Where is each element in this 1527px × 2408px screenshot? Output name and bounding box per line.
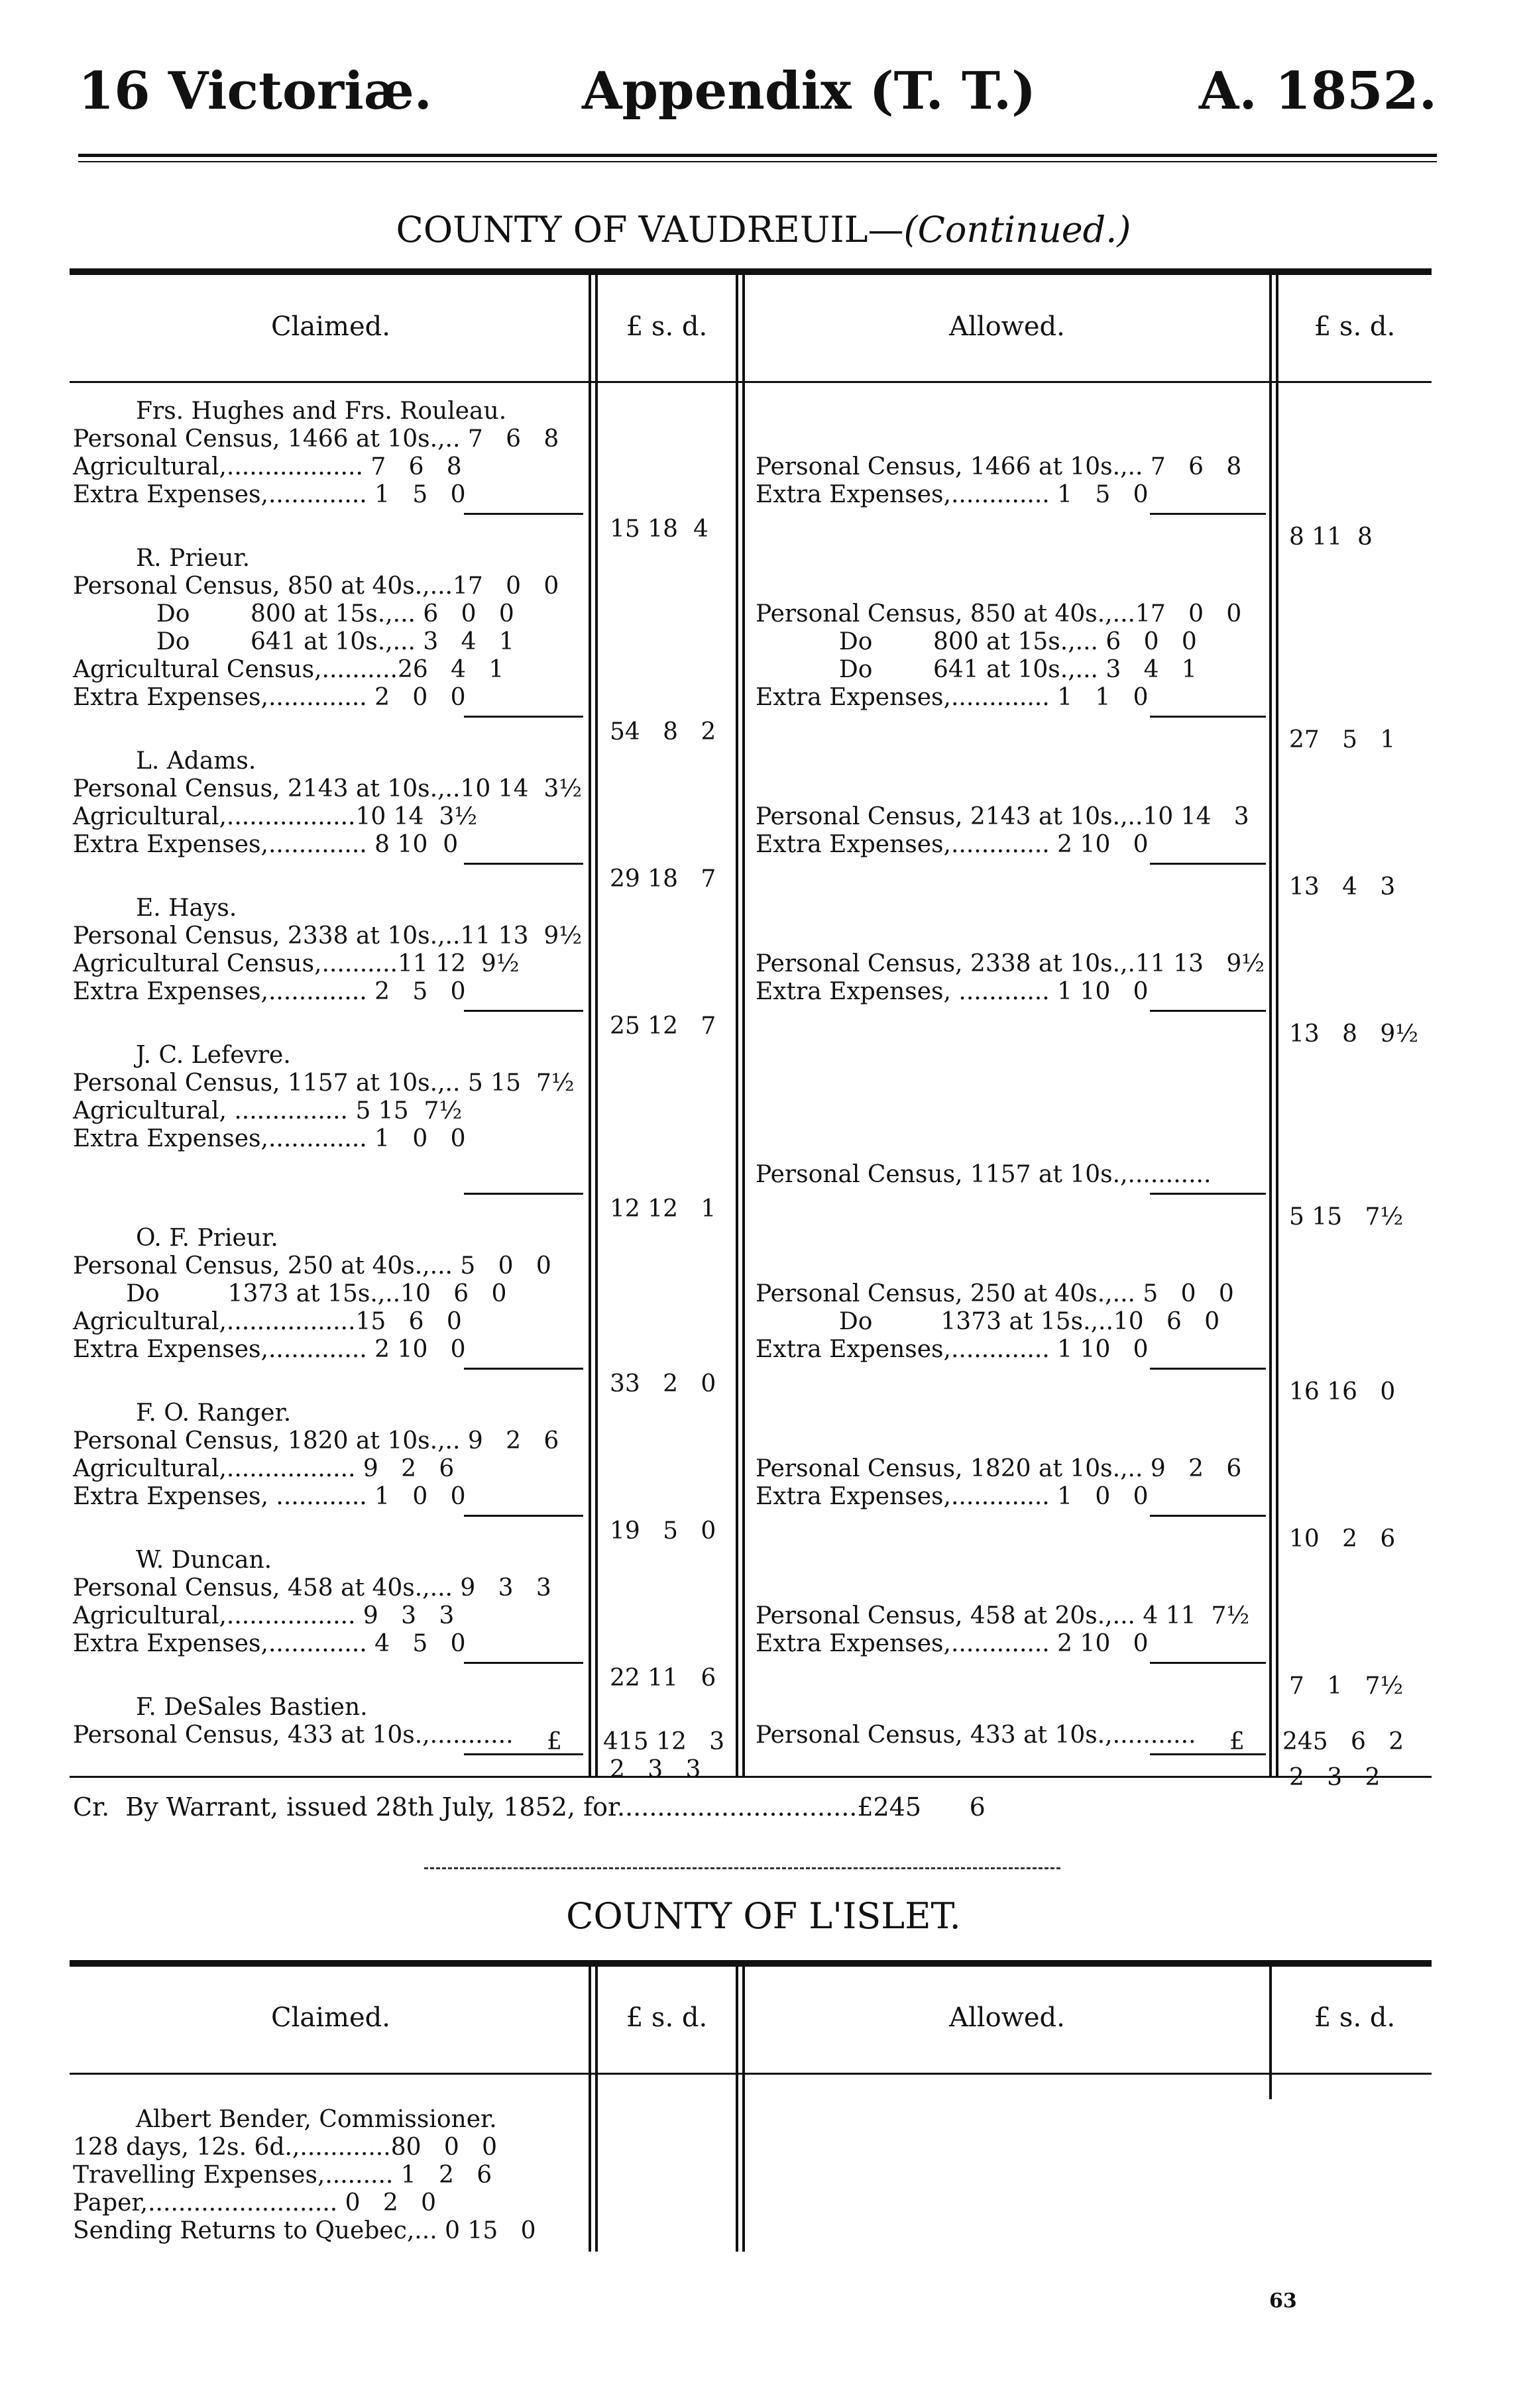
allowed-line: Do 800 at 15s.,... 6 0 0 (756, 628, 1197, 655)
table2-vline (1269, 1967, 1272, 2099)
allowed-line: Personal Census, 433 at 10s.,........... (756, 1722, 1196, 1749)
subtotal-rule (1150, 863, 1266, 865)
section1-title (0, 209, 1527, 250)
allowed-total: 10 2 6 (1289, 1525, 1396, 1553)
col-lsd: £ s. d. (1314, 2002, 1396, 2033)
claimed-line: Do 641 at 10s.,... 3 4 1 (73, 628, 514, 655)
claimed-total: 25 12 7 (610, 1012, 716, 1040)
entry-name: R. Prieur. (136, 545, 251, 572)
col-lsd: £ s. d. (1314, 311, 1396, 342)
allowed-line: Extra Expenses,............. 2 10 0 (756, 1630, 1149, 1657)
claimed-line: Agricultural,.................10 14 3½ (73, 803, 478, 830)
subtotal-rule (1150, 1515, 1266, 1517)
claimed-total: 22 11 6 (610, 1665, 716, 1692)
subtotal-rule (1150, 1193, 1266, 1195)
subtotal-rule (464, 1662, 583, 1664)
allowed-line: Personal Census, 1157 at 10s.,........... (756, 1161, 1212, 1188)
claimed-line: Do 800 at 15s.,... 6 0 0 (73, 600, 514, 628)
subtotal-rule (464, 1753, 583, 1755)
header-right: A. 1852. (1198, 61, 1437, 121)
entry-name: L. Adams. (136, 747, 256, 775)
allowed-total: 16 16 0 (1289, 1378, 1396, 1405)
table1-vline (589, 275, 591, 1776)
claimed-line: Personal Census, 2338 at 10s.,..11 13 9½ (73, 922, 583, 950)
header-center: Appendix (T. T.) (582, 61, 1037, 121)
table1-vline (742, 275, 745, 1776)
col-lsd: £ s. d. (626, 311, 708, 342)
header-left: 16 Victoriæ. (78, 61, 432, 121)
claimed-line: Extra Expenses, ............ 1 0 0 (73, 1483, 466, 1510)
claimed-total: 12 12 1 (610, 1195, 716, 1223)
allowed-line: Extra Expenses,............. 1 0 0 (756, 1483, 1149, 1510)
table1-vline (1269, 275, 1272, 1776)
claimed-total: 29 18 7 (610, 865, 716, 893)
entry-name: F. DeSales Bastien. (136, 1694, 368, 1721)
allowed-line: Personal Census, 1466 at 10s.,.. 7 6 8 (756, 453, 1242, 480)
grand-allowed-symbol: £ (1229, 1728, 1245, 1755)
claimed-line: Personal Census, 1466 at 10s.,.. 7 6 8 (73, 425, 559, 453)
subtotal-rule (464, 1368, 583, 1370)
table1-vline (1276, 275, 1278, 1776)
col-claimed: Claimed. (271, 311, 390, 342)
subtotal-rule (464, 1010, 583, 1012)
subtotal-rule (464, 513, 583, 515)
subtotal-rule (1150, 716, 1266, 718)
allowed-total: 8 11 8 (1289, 523, 1373, 551)
claimed-line: Extra Expenses,............. 8 10 0 (73, 831, 459, 858)
claimed-line: Personal Census, 850 at 40s.,...17 0 0 (73, 573, 559, 600)
subtotal-rule (1150, 1662, 1266, 1664)
claimed-line: Agricultural,.................15 6 0 (73, 1308, 462, 1335)
claimed-line: Agricultural Census,..........26 4 1 (73, 656, 504, 683)
entry-name: Albert Bender, Commissioner. (136, 2106, 497, 2133)
allowed-line: Personal Census, 2143 at 10s.,..10 14 3 (756, 803, 1249, 830)
section2-claimed-lines: 128 days, 12s. 6d.,............80 0 0 Travelling Expenses,......... 1 2 6 Paper,......................... 0 2 0 Sending Returns to Quebec,... 0 15 0 (73, 2134, 536, 2244)
entry-name: E. Hays. (136, 895, 237, 922)
grand-allowed-total: 245 6 2 (1282, 1728, 1404, 1755)
claimed-line: Extra Expenses,............. 2 10 0 (73, 1336, 466, 1363)
allowed-line: Personal Census, 850 at 40s.,...17 0 0 (756, 600, 1242, 628)
table1-top-rule (70, 268, 1432, 275)
entry-name: J. C. Lefevre. (136, 1042, 291, 1069)
claimed-line: Personal Census, 1157 at 10s.,.. 5 15 7½ (73, 1069, 575, 1097)
allowed-total: 13 4 3 (1289, 873, 1396, 901)
table1-bottom-rule (70, 1776, 1432, 1778)
table2-vline (736, 1967, 738, 2252)
claimed-line: Extra Expenses,............. 1 0 0 (73, 1125, 466, 1152)
header-rule (78, 154, 1437, 162)
allowed-line: Personal Census, 250 at 40s.,... 5 0 0 (756, 1280, 1234, 1307)
allowed-total: 7 1 7½ (1289, 1672, 1404, 1700)
table2-vline (589, 1967, 591, 2252)
allowed-total: 27 5 1 (1289, 726, 1396, 753)
claimed-total: 33 2 0 (610, 1370, 716, 1397)
subtotal-rule (1150, 1368, 1266, 1370)
allowed-line: Personal Census, 2338 at 10s.,.11 13 9½ (756, 950, 1265, 977)
claimed-total: 15 18 4 (610, 516, 708, 543)
col-allowed: Allowed. (949, 2002, 1065, 2033)
section1-title-cont: (Continued.) (903, 209, 1131, 250)
subtotal-rule (464, 863, 583, 865)
subtotal-rule (464, 716, 583, 718)
credit-line: Cr. By Warrant, issued 28th July, 1852, for..............................£245 6 (73, 1792, 986, 1822)
col-claimed: Claimed. (271, 2002, 390, 2033)
table1-vline (736, 275, 738, 1776)
allowed-line: Personal Census, 1820 at 10s.,.. 9 2 6 (756, 1455, 1242, 1482)
col-lsd: £ s. d. (626, 2002, 708, 2033)
claimed-line: Agricultural, ............... 5 15 7½ (73, 1097, 463, 1124)
dashed-separator (424, 1867, 1060, 1869)
subtotal-rule (464, 1193, 583, 1195)
claimed-line: Do 1373 at 15s.,..10 6 0 (73, 1280, 507, 1307)
grand-claimed-symbol: £ (547, 1728, 562, 1755)
allowed-total: 2 3 2 (1289, 1764, 1381, 1791)
claimed-line: Personal Census, 433 at 10s.,........... (73, 1722, 514, 1749)
allowed-line: Extra Expenses,............. 2 10 0 (756, 831, 1149, 858)
claimed-line: Agricultural,.................. 7 6 8 (73, 453, 462, 480)
allowed-line: Extra Expenses,............. 1 5 0 (756, 481, 1149, 508)
claimed-total: 2 3 3 (610, 1756, 701, 1783)
allowed-line: Extra Expenses,............. 1 10 0 (756, 1336, 1149, 1363)
table2-head-rule (70, 2073, 1432, 2075)
subtotal-rule (1150, 1753, 1266, 1755)
table1-vline (595, 275, 598, 1776)
grand-claimed-total: 415 12 3 (603, 1728, 725, 1755)
claimed-line: Extra Expenses,............. 4 5 0 (73, 1630, 466, 1657)
page-number: 63 (1269, 2289, 1297, 2313)
subtotal-rule (1150, 1010, 1266, 1012)
claimed-total: 54 8 2 (610, 718, 716, 745)
claimed-total: 19 5 0 (610, 1517, 716, 1545)
claimed-line: Agricultural,................. 9 3 3 (73, 1602, 455, 1629)
claimed-line: Extra Expenses,............. 1 5 0 (73, 481, 466, 508)
entry-name: O. F. Prieur. (136, 1225, 278, 1252)
table1-head-rule (70, 381, 1432, 383)
entry-name: W. Duncan. (136, 1547, 272, 1574)
claimed-line: Personal Census, 458 at 40s.,... 9 3 3 (73, 1574, 551, 1602)
allowed-line: Do 641 at 10s.,... 3 4 1 (756, 656, 1197, 683)
section2-title: COUNTY OF L'ISLET. (566, 1895, 961, 1937)
claimed-line: Personal Census, 250 at 40s.,... 5 0 0 (73, 1252, 551, 1280)
allowed-line: Personal Census, 458 at 20s.,... 4 11 7½ (756, 1602, 1250, 1629)
col-allowed: Allowed. (949, 311, 1065, 342)
allowed-line: Do 1373 at 15s.,..10 6 0 (756, 1308, 1220, 1335)
claimed-line: Agricultural,................. 9 2 6 (73, 1455, 455, 1482)
allowed-total: 13 8 9½ (1289, 1020, 1419, 1048)
claimed-line: Extra Expenses,............. 2 0 0 (73, 684, 466, 711)
allowed-line: Extra Expenses,............. 1 1 0 (756, 684, 1149, 711)
allowed-total: 5 15 7½ (1289, 1203, 1404, 1231)
subtotal-rule (464, 1515, 583, 1517)
page-header (78, 61, 1437, 121)
entry-name: Frs. Hughes and Frs. Rouleau. (136, 398, 507, 425)
table2-top-rule (70, 1960, 1432, 1967)
allowed-line: Extra Expenses, ............ 1 10 0 (756, 978, 1149, 1005)
entry-name: F. O. Ranger. (136, 1399, 292, 1427)
claimed-line: Extra Expenses,............. 2 5 0 (73, 978, 466, 1005)
claimed-line: Agricultural Census,..........11 12 9½ (73, 950, 520, 977)
claimed-line: Personal Census, 2143 at 10s.,..10 14 3½ (73, 775, 583, 802)
claimed-line: Personal Census, 1820 at 10s.,.. 9 2 6 (73, 1427, 559, 1454)
subtotal-rule (1150, 513, 1266, 515)
section1-title-main: COUNTY OF VAUDREUIL— (396, 209, 904, 250)
